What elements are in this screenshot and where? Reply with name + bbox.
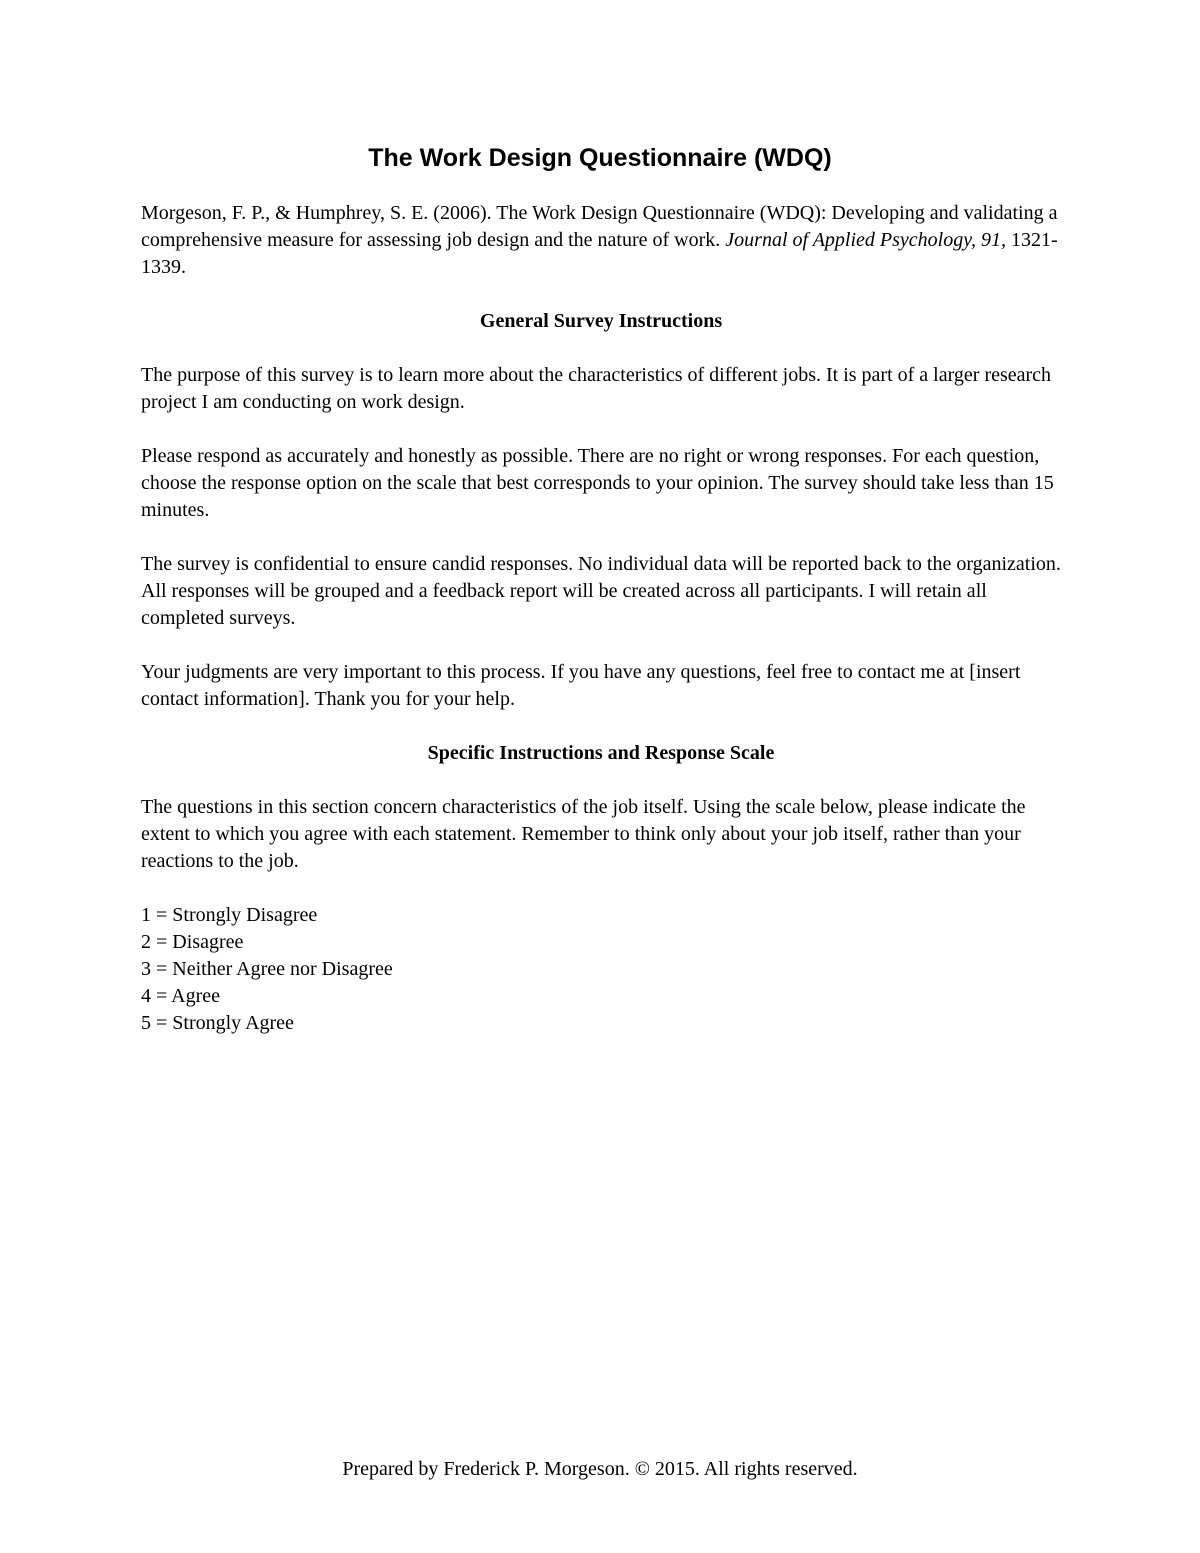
document-body: [141, 200, 1061, 1037]
scale-item: 2 = Disagree: [141, 931, 244, 953]
citation-journal: Journal of Applied Psychology, 91,: [725, 229, 1006, 251]
citation-text: Morgeson, F. P., & Humphrey, S. E. (2006). The Work Design Questionnaire (WDQ): Developing and validating a comprehensive measure for assessing job design and the nature of work.: [141, 202, 1058, 251]
paragraph-respond: Please respond as accurately and honestly as possible. There are no right or wrong responses. For each question, choose the response option on the scale that best corresponds to your opinion. The survey should take less than 15 minutes.: [141, 445, 1054, 521]
document-title: The Work Design Questionnaire (WDQ): [368, 144, 832, 172]
scale-item: 4 = Agree: [141, 985, 221, 1007]
response-scale: [141, 902, 1061, 1037]
paragraph-contact: Your judgments are very important to this process. If you have any questions, feel free to contact me at [insert contact information]. Thank you for your help.: [141, 661, 1021, 710]
general-instructions-heading: General Survey Instructions: [479, 310, 723, 332]
scale-item: 1 = Strongly Disagree: [141, 904, 318, 926]
citation: [141, 200, 1061, 281]
scale-item: 5 = Strongly Agree: [141, 1012, 294, 1034]
page-footer: Prepared by Frederick P. Morgeson. © 2015. All rights reserved.: [342, 1458, 858, 1480]
paragraph-specific: The questions in this section concern characteristics of the job itself. Using the scale below, please indicate the extent to which you agree with each statement. Remember to think only about your job itself, rather than your reactions to the job.: [141, 796, 1026, 872]
citation-pages: 1321-1339.: [141, 229, 1058, 278]
specific-instructions-heading: Specific Instructions and Response Scale: [427, 742, 775, 764]
paragraph-confidential: The survey is confidential to ensure candid responses. No individual data will be reported back to the organization. All responses will be grouped and a feedback report will be created across all participants. I will retain all completed surveys.: [141, 553, 1061, 629]
scale-item: 3 = Neither Agree nor Disagree: [141, 958, 393, 980]
paragraph-purpose: The purpose of this survey is to learn more about the characteristics of different jobs. It is part of a larger research project I am conducting on work design.: [141, 364, 1052, 413]
